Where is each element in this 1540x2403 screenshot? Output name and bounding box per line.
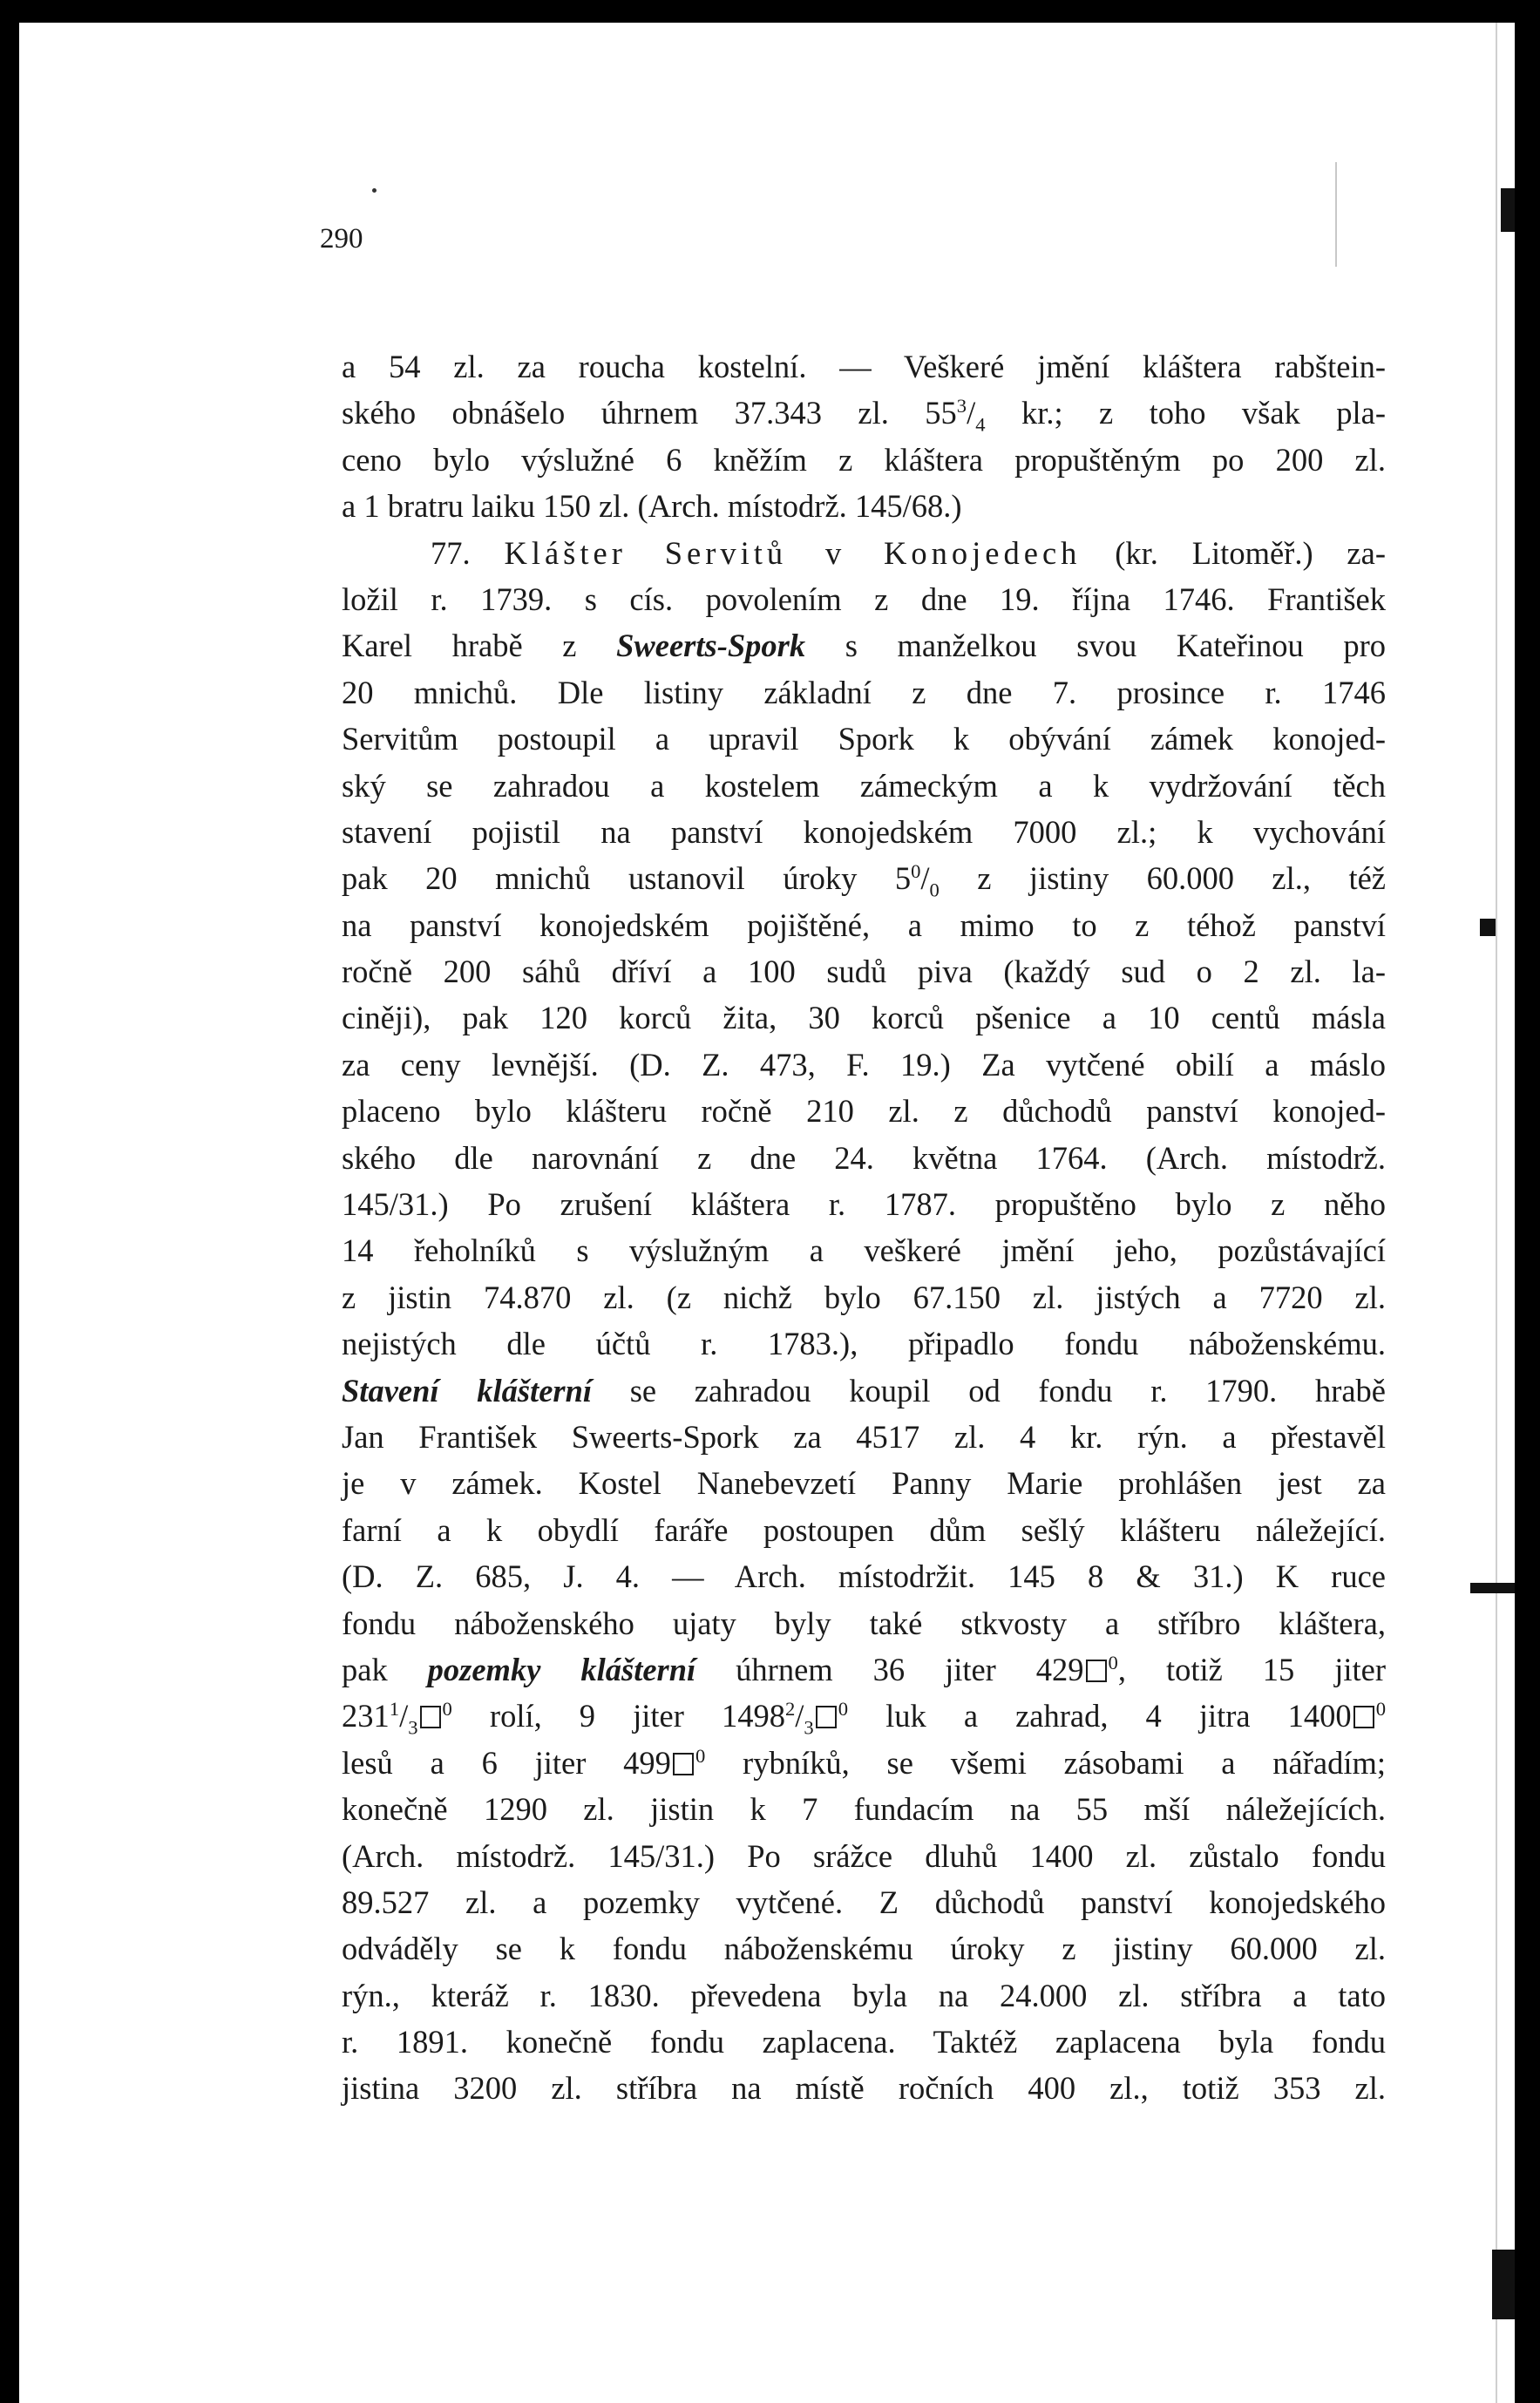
- scan-mark: [1501, 188, 1515, 232]
- text-line: Stavení klášterní se zahradou koupil od fondu r. 1790. hrabě: [342, 1372, 1386, 1409]
- text-line: jistina 3200 zl. stříbra na místě ročních 400 zl., totiž 353 zl.: [342, 2070, 1386, 2107]
- scan-mark: [1492, 2250, 1515, 2319]
- section-heading-line: 77. Klášter Servitů v Konojedech (kr. Litoměř.) za-: [431, 534, 1386, 571]
- text-line: lesů a 6 jiter 499 $^0$ rybníků, se všemi zásobami a nářadím;: [342, 1744, 1387, 1781]
- emphasis: pozemky klášterní: [427, 1651, 696, 1687]
- page-number: 290: [320, 223, 363, 255]
- emphasis: Stavení klášterní: [342, 1372, 593, 1409]
- text-line: je v zámek. Kostel Nanebevzetí Panny Marie prohlášen jest za: [342, 1465, 1386, 1502]
- scan-mark: [1470, 1583, 1515, 1593]
- text-line: pak pozemky klášterní úhrnem 36 jiter 429 $^0$, totiž 15 jiter: [342, 1651, 1386, 1687]
- text-line: konečně 1290 zl. jistin k 7 fundacím na 55 mší náležejících.: [342, 1791, 1386, 1828]
- text-line: rýn., kteráž r. 1830. převedena byla na 24.000 zl. stříbra a tato: [342, 1977, 1386, 2013]
- text-line: (Arch. místodrž. 145/31.) Po srážce dluhů 1400 zl. zůstalo fondu: [342, 1837, 1386, 1874]
- text-line: 145/31.) Po zrušení kláštera r. 1787. propuštěno bylo z něho: [342, 1186, 1386, 1223]
- square-fathom-symbol: [420, 1706, 441, 1728]
- text-line: Karel hrabě z Sweerts-Spork s manželkou svou Kateřinou pro: [342, 628, 1386, 664]
- text-line: 89.527 zl. a pozemky vytčené. Z důchodů panství konojedského: [342, 1884, 1386, 1920]
- square-fathom-symbol: [816, 1706, 837, 1728]
- text-line: na panství konojedském pojištěné, a mimo to z téhož panství: [342, 906, 1386, 943]
- section-title: Klášter Servitů v Konojedech: [504, 534, 1082, 571]
- text-line: ského obnášelo úhrnem 37.343 zl. $55^3/_4$ kr.; z toho však pla-: [342, 395, 1386, 436]
- text-line: nejistých dle účtů r. 1783.), připadlo fondu náboženskému.: [342, 1326, 1386, 1362]
- text-line: placeno bylo klášteru ročně 210 zl. z důchodů panství konojed-: [342, 1093, 1386, 1130]
- text-line: (D. Z. 685, J. 4. — Arch. místodržit. 145 8 & 31.) K ruce: [342, 1558, 1386, 1595]
- body-text: [342, 343, 1386, 2112]
- text-line: Jan František Sweerts-Spork za 4517 zl. 4 kr. rýn. a přestavěl: [342, 1418, 1386, 1455]
- text-line: ského dle narovnání z dne 24. května 1764. (Arch. místodrž.: [342, 1139, 1386, 1176]
- text-line: farní a k obydlí faráře postoupen dům sešlý klášteru náležející.: [342, 1511, 1386, 1548]
- text-line: a 54 zl. za roucha kostelní. — Veškeré jmění kláštera rabštein-: [342, 349, 1386, 384]
- text-line: $231^1/_3^0$ rolí, 9 jiter $1498^2/_3^0$ luk a zahrad, 4 jitra 1400 $^0$: [342, 1698, 1386, 1739]
- text-line: ceno bylo výslužné 6 kněžím z kláštera propuštěným po 200 zl.: [342, 441, 1386, 478]
- text-line: ročně 200 sáhů dříví a 100 sudů piva (každý sud o 2 zl. la-: [342, 954, 1386, 990]
- text-line: odváděly se k fondu náboženskému úroky z jistiny 60.000 zl.: [342, 1931, 1386, 1967]
- text-line: 14 řeholníků s výslužným a veškeré jmění jeho, pozůstávající: [342, 1232, 1386, 1269]
- text-line: ciněji), pak 120 korců žita, 30 korců pšenice a 10 centů másla: [342, 1000, 1386, 1036]
- emphasis: Sweerts-Spork: [616, 628, 806, 664]
- square-fathom-symbol: [1353, 1706, 1374, 1728]
- text-line: a 1 bratru laiku 150 zl. (Arch. místodrž. 145/68.): [342, 488, 962, 525]
- text-line: ložil r. 1739. s cís. povolením z dne 19. října 1746. František: [342, 580, 1386, 617]
- text-line: r. 1891. konečně fondu zaplacena. Taktéž zaplacena byla fondu: [342, 2024, 1386, 2060]
- scan-speck: [372, 188, 377, 193]
- square-fathom-symbol: [1086, 1660, 1107, 1682]
- square-fathom-symbol: [673, 1753, 694, 1775]
- text-line: 20 mnichů. Dle listiny základní z dne 7. prosince r. 1746: [342, 674, 1386, 710]
- text-line: za ceny levnější. (D. Z. 473, F. 19.) Za vytčené obilí a máslo: [342, 1046, 1386, 1083]
- text-line: ský se zahradou a kostelem zámeckým a k vydržování těch: [342, 767, 1386, 804]
- page-edge-line: [1335, 162, 1337, 267]
- text-line: pak 20 mnichů ustanovil úroky $5^0/_0$ z jistiny 60.000 zl., též: [342, 860, 1386, 901]
- text-line: stavení pojistil na panství konojedském 7000 zl.; k vychování: [342, 813, 1386, 850]
- scanned-page: [19, 23, 1515, 2403]
- scan-mark: [1480, 919, 1496, 936]
- text-line: z jistin 74.870 zl. (z nichž bylo 67.150 zl. jistých a 7720 zl.: [342, 1279, 1386, 1315]
- text-line: Servitům postoupil a upravil Spork k obývání zámek konojed-: [342, 721, 1386, 757]
- page-edge-line: [1496, 23, 1497, 2403]
- text-line: fondu náboženského ujaty byly také stkvosty a stříbro kláštera,: [342, 1605, 1386, 1641]
